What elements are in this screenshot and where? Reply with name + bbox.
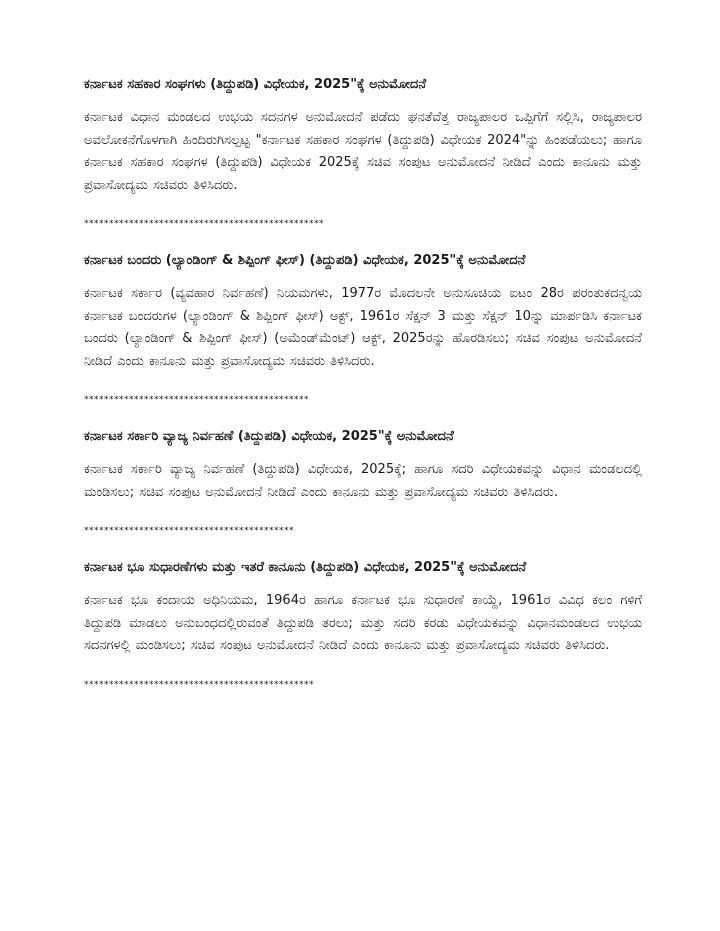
section-heading: ಕರ್ನಾಟಕ ಬಂದರು (ಲ್ಯಾಂಡಿಂಗ್ & ಶಿಪ್ಪಿಂಗ್ ಫೀಸ್) (ತಿದ್ದುಪಡಿ) ವಿಧೇಯಕ, 2025"ಕ್ಕೆ ಅನುಮೋದನೆ [84, 253, 526, 268]
section-ports-landing-shipping-fees [84, 251, 642, 407]
section-heading: ಕರ್ನಾಟಕ ಸಹಕಾರ ಸಂಘಗಳು (ತಿದ್ದುಪಡಿ) ವಿಧೇಯಕ, 2025"ಕ್ಕೆ ಅನುಮೋದನೆ [84, 77, 427, 92]
section-heading: ಕರ್ನಾಟಕ ಭೂ ಸುಧಾರಣೆಗಳು ಮತ್ತು ಇತರೆ ಕಾನೂನು (ತಿದ್ದುಪಡಿ) ವಿಧೇಯಕ, 2025"ಕ್ಕೆ ಅನುಮೋದನೆ [84, 560, 527, 575]
section-body: ಕರ್ನಾಟಕ ವಿಧಾನ ಮಂಡಲದ ಉಭಯ ಸದನಗಳ ಅನುಮೋದನೆ ಪಡೆದು ಘನತೆವೆತ್ತ ರಾಜ್ಯಪಾಲರ ಒಪ್ಪಿಗೆಗೆ ಸಲ್ಲಿಸಿ, ರಾಜ್ಯಪಾಲರ ಅವಲೋಕನೆಗೊಳಗಾಗಿ ಹಿಂದಿರುಗಿಸಲ್ಪಟ್ಟ "ಕರ್ನಾಟಕ ಸಹಕಾರ ಸಂಘಗಳ (ತಿದ್ದುಪಡಿ) ವಿಧೇಯಕ 2024"ನ್ನು ಹಿಂಪಡೆಯಲು; ಹಾಗೂ ಕರ್ನಾಟಕ ಸಹಕಾರ ಸಂಘಗಳ (ತಿದ್ದುಪಡಿ) ವಿಧೇಯಕ 2025ಕ್ಕೆ ಸಚಿವ ಸಂಪುಟ ಅನುಮೋದನೆ ನೀಡಿದೆ ಎಂದು ಕಾನೂನು ಮತ್ತು ಪ್ರವಾಸೋದ್ಯಮ ಸಚಿವರು ತಿಳಿಸಿದರು. [84, 110, 642, 193]
section-separator: ********************************************** [84, 679, 314, 690]
section-separator: ********************************************* [84, 395, 309, 405]
section-body: ಕರ್ನಾಟಕ ಸರ್ಕಾರಿ ವ್ಯಾಜ್ಯ ನಿರ್ವಹಣೆ (ತಿದ್ದುಪಡಿ) ವಿಧೇಯಕ, 2025ಕ್ಕೆ; ಹಾಗೂ ಸದರಿ ವಿಧೇಯಕವನ್ನು ವಿಧಾನ ಮಂಡಲದಲ್ಲಿ ಮಂಡಿಸಲು; ಸಚಿವ ಸಂಪುಟ ಅನುಮೋದನೆ ನೀಡಿದೆ ಎಂದು ಕಾನೂನು ಮತ್ತು ಪ್ರವಾಸೋದ್ಯಮ ಸಚಿವರು ತಿಳಿಸಿದರು. [84, 462, 642, 500]
section-cooperative-societies [84, 75, 642, 231]
document-page [84, 75, 642, 712]
section-separator: ****************************************** [84, 526, 294, 536]
section-government-litigation [84, 427, 642, 538]
section-body: ಕರ್ನಾಟಕ ಭೂ ಕಂದಾಯ ಅಧಿನಿಯಮ, 1964ರ ಹಾಗೂ ಕರ್ನಾಟಕ ಭೂ ಸುಧಾರಣೆ ಕಾಯ್ದೆ, 1961ರ ವಿವಿಧ ಕಲಂ ಗಳಿಗೆ ತಿದ್ದುಪಡಿ ಮಾಡಲು ಅನುಬಂಧದಲ್ಲಿರುವಂತೆ ತಿದ್ದುಪಡಿ ತರಲು; ಮತ್ತು ಸದರಿ ಕರಡು ವಿಧೇಯಕವನ್ನು ವಿಧಾನಮಂಡಲದ ಉಭಯ ಸದನಗಳಲ್ಲಿ ಮಂಡಿಸಲು; ಸಚಿವ ಸಂಪುಟ ಅನುಮೋದನೆ ನೀಡಿದೆ ಎಂದು ಕಾನೂನು ಮತ್ತು ಪ್ರವಾಸೋದ್ಯಮ ಸಚಿವರು ತಿಳಿಸಿದರು. [84, 593, 642, 653]
section-body: ಕರ್ನಾಟಕ ಸರ್ಕಾರ (ವ್ಯವಹಾರ ನಿರ್ವಹಣೆ) ನಿಯಮಗಳು, 1977ರ ಮೊದಲನೇ ಅನುಸೂಚಿಯ ಐಟಂ 28ರ ಪರಂತುಕದನ್ವಯ ಕರ್ನಾಟಕ ಬಂದರುಗಳ (ಲ್ಯಾಂಡಿಂಗ್ & ಶಿಪ್ಪಿಂಗ್ ಫೀಸ್) ಆಕ್ಟ್, 1961ರ ಸೆಕ್ಷನ್ 3 ಮತ್ತು ಸೆಕ್ಷನ್ 10ನ್ನು ಮಾರ್ಪಡಿಸಿ ಕರ್ನಾಟಕ ಬಂದರು (ಲ್ಯಾಂಡಿಂಗ್ & ಶಿಪ್ಪಿಂಗ್ ಫೀಸ್) (ಅಮೆಂಡ್‌ಮೆಂಟ್) ಆಕ್ಟ್, 2025ರನ್ನು ಹೊರಡಿಸಲು; ಸಚಿವ ಸಂಪುಟ ಅನುಮೋದನೆ ನೀಡಿದೆ ಎಂದು ಕಾನೂನು ಮತ್ತು ಪ್ರವಾಸೋದ್ಯಮ ಸಚಿವರು ತಿಳಿಸಿದರು. [84, 286, 642, 369]
section-land-reforms [84, 558, 642, 692]
section-heading: ಕರ್ನಾಟಕ ಸರ್ಕಾರಿ ವ್ಯಾಜ್ಯ ನಿರ್ವಹಣೆ (ತಿದ್ದುಪಡಿ) ವಿಧೇಯಕ, 2025"ಕ್ಕೆ ಅನುಮೋದನೆ [84, 429, 454, 444]
section-separator: ************************************************ [84, 219, 324, 229]
